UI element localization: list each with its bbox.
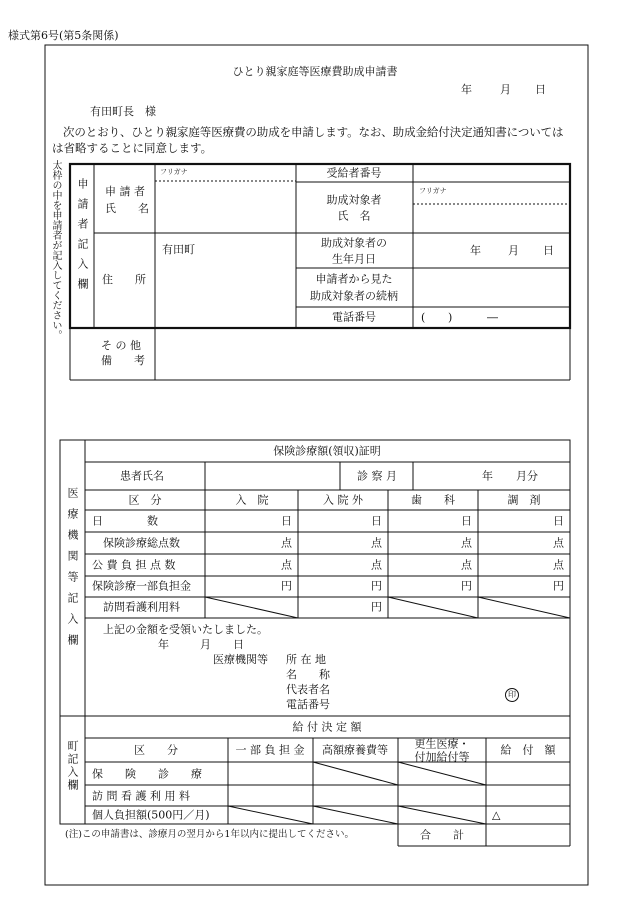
town-col-benefit: 給 付 額 bbox=[500, 743, 556, 757]
receipt-month: 月 bbox=[200, 638, 211, 651]
town-row-visit-nursing: 訪 問 看 護 利 用 料 bbox=[92, 789, 190, 803]
recipient-number-label: 受給者番号 bbox=[326, 166, 382, 180]
relation-label-1: 申請者から見た bbox=[315, 272, 393, 286]
unit-cell: 円 bbox=[371, 579, 382, 593]
dob-month: 月 bbox=[508, 244, 519, 257]
side-note: 太枠の中を申請者が記入してください。 bbox=[50, 160, 61, 340]
target-name-label-2: 氏 名 bbox=[337, 209, 371, 223]
institution-label: 医療機関等 bbox=[213, 653, 268, 666]
location-label: 所 在 地 bbox=[286, 653, 326, 666]
unit-cell: 円 bbox=[371, 600, 382, 614]
unit-cell: 点 bbox=[371, 558, 382, 572]
applicant-name-label-1: 申 請 者 bbox=[105, 185, 145, 198]
exam-month-unit: 月分 bbox=[516, 469, 538, 483]
other-label-2: 備 考 bbox=[101, 354, 145, 367]
form-number: 様式第6号(第5条関係) bbox=[8, 29, 119, 42]
receipt-year: 年 bbox=[158, 638, 169, 651]
town-col-rehab-2: 付加給付等 bbox=[414, 750, 470, 764]
applicant-section-label: 申請者記入欄 bbox=[76, 178, 89, 298]
dob-day: 日 bbox=[543, 244, 554, 257]
unit-cell: 点 bbox=[371, 536, 382, 550]
row-days-label: 日 数 bbox=[92, 514, 158, 528]
date-year: 年 bbox=[461, 83, 472, 96]
page-title: ひとり親家庭等医療費助成申請書 bbox=[232, 65, 398, 78]
relation-label-2: 助成対象者の続柄 bbox=[310, 289, 398, 303]
medical-header: 保険診療額(領収)証明 bbox=[273, 444, 381, 458]
unit-cell: 点 bbox=[553, 558, 564, 572]
target-furigana-label: フリガナ bbox=[419, 187, 447, 195]
target-dob-label-2: 生年月日 bbox=[332, 252, 376, 266]
unit-cell: 円 bbox=[553, 579, 564, 593]
address-label: 住 所 bbox=[102, 273, 146, 286]
col-inpatient: 入 院 bbox=[235, 493, 269, 507]
town-col-category: 区 分 bbox=[134, 743, 178, 757]
address-value: 有田町 bbox=[162, 243, 195, 256]
col-outpatient: 入 院 外 bbox=[323, 493, 363, 507]
row-total-points-label: 保険診療総点数 bbox=[103, 536, 180, 550]
footnote: (注)この申請書は、診療月の翌月から1年以内に提出してください。 bbox=[65, 829, 354, 840]
patient-name-label: 患者氏名 bbox=[120, 469, 164, 483]
dob-year: 年 bbox=[470, 244, 481, 257]
town-section-label: 町記入欄 bbox=[66, 740, 79, 792]
phone-close-paren: ) bbox=[448, 311, 453, 324]
unit-cell: 日 bbox=[371, 514, 382, 528]
exam-year: 年 bbox=[482, 469, 493, 483]
applicant-name-label-2: 氏 名 bbox=[105, 202, 149, 215]
unit-cell: 円 bbox=[461, 579, 472, 593]
phone-label: 電話番号 bbox=[332, 310, 376, 324]
receipt-text: 上記の金額を受領いたしました。 bbox=[103, 623, 268, 636]
intro-line-2: は省略することに同意します。 bbox=[52, 141, 213, 155]
unit-cell: 円 bbox=[281, 579, 292, 593]
target-dob-label-1: 助成対象者の bbox=[321, 236, 387, 250]
unit-cell: 日 bbox=[461, 514, 472, 528]
town-col-high-cost: 高額療養費等 bbox=[322, 743, 388, 757]
medical-section-label: 医療機関等記入欄 bbox=[66, 487, 79, 655]
unit-cell: 日 bbox=[281, 514, 292, 528]
furigana-label: フリガナ bbox=[160, 168, 188, 176]
addressee: 有田町長 様 bbox=[90, 105, 156, 118]
unit-cell: 点 bbox=[461, 558, 472, 572]
town-row-insurance: 保 険 診 療 bbox=[92, 767, 202, 781]
unit-cell: 点 bbox=[281, 558, 292, 572]
phone-open-paren: ( bbox=[421, 311, 426, 324]
row-copay-label: 保険診療一部負担金 bbox=[92, 579, 191, 593]
col-dental: 歯 科 bbox=[411, 493, 455, 507]
town-row-personal-burden: 個人負担額(500円／月) bbox=[92, 808, 210, 822]
col-pharmacy: 調 剤 bbox=[507, 493, 541, 507]
target-name-label-1: 助成対象者 bbox=[326, 193, 382, 207]
date-month: 月 bbox=[500, 83, 511, 96]
other-label-1: そ の 他 bbox=[101, 339, 141, 352]
intro-line-1: 次のとおり、ひとり親家庭等医療費の助成を申請します。なお、助成金給付決定通知書については bbox=[63, 125, 564, 139]
phone-dash: ― bbox=[487, 311, 498, 324]
seal-text: 印 bbox=[505, 688, 519, 702]
exam-month-label: 診 察 月 bbox=[357, 469, 397, 483]
triangle-mark: △ bbox=[492, 808, 501, 822]
town-col-rehab-1: 更生医療・ bbox=[414, 737, 470, 751]
unit-cell: 点 bbox=[553, 536, 564, 550]
representative-label: 代表者名 bbox=[286, 683, 330, 696]
unit-cell: 日 bbox=[553, 514, 564, 528]
date-day: 日 bbox=[535, 83, 546, 96]
receipt-day: 日 bbox=[233, 638, 244, 651]
unit-cell: 点 bbox=[281, 536, 292, 550]
unit-cell: 点 bbox=[461, 536, 472, 550]
town-header: 給 付 決 定 額 bbox=[292, 720, 362, 734]
institution-phone-label: 電話番号 bbox=[286, 698, 330, 711]
town-col-copay: 一 部 負 担 金 bbox=[235, 743, 305, 757]
row-public-points-label: 公 費 負 担 点 数 bbox=[92, 558, 176, 572]
row-visit-nursing-label: 訪問看護利用料 bbox=[103, 600, 180, 614]
col-category: 区 分 bbox=[128, 493, 162, 507]
total-label: 合 計 bbox=[420, 828, 464, 842]
seal-mark bbox=[505, 682, 519, 702]
institution-name-label: 名 称 bbox=[286, 668, 330, 681]
